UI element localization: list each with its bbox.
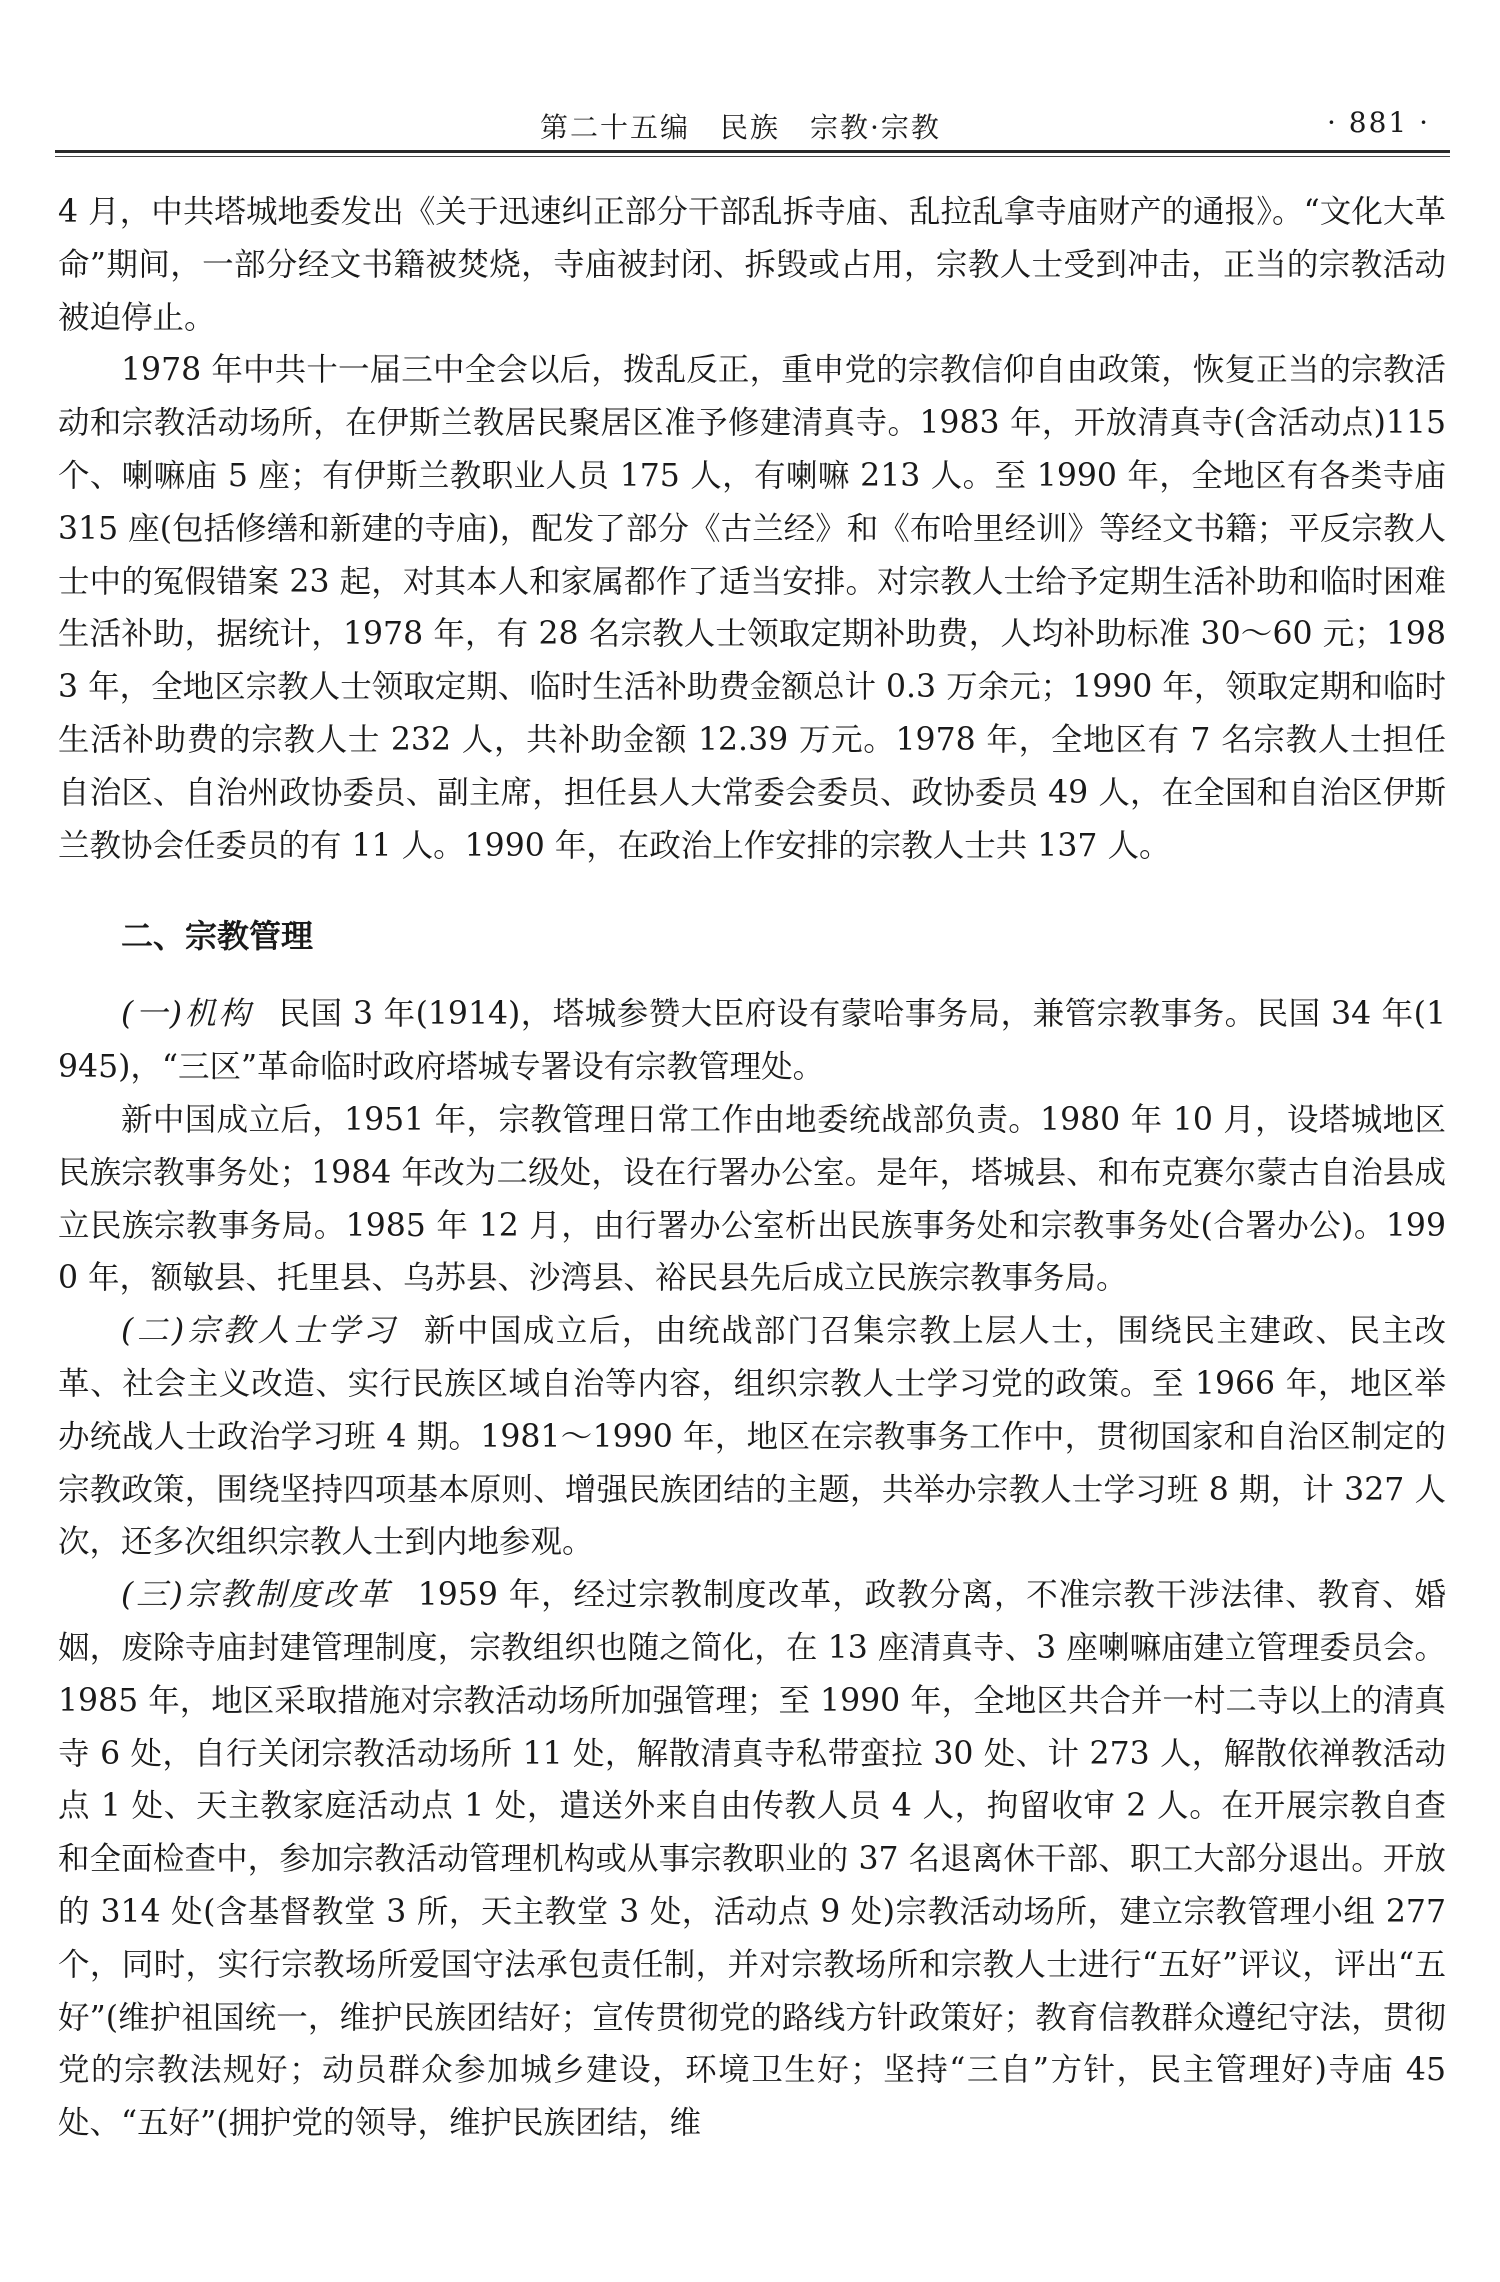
paragraph-institutions-after-1949: 新中国成立后，1951 年，宗教管理日常工作由地委统战部负责。1980 年 10 月，设塔城地区民族宗教事务处；1984 年改为二级处，设在行署办公室。是年，塔城县、和布克赛尔蒙古自治县成立民族宗教事务局。1985 年 12 月，由行署办公室析出民族事务处和宗教事务处(合署办公)。1990 年，额敏县、托里县、乌苏县、沙湾县、裕民县先后成立民族宗教事务局。 bbox=[58, 1101, 1446, 1297]
subsection-text-system-reform: 1959 年，经过宗教制度改革，政教分离，不准宗教干涉法律、教育、婚姻，废除寺庙封建管理制度，宗教组织也随之简化，在 13 座清真寺、3 座喇嘛庙建立管理委员会。1985 年，地区采取措施对宗教活动场所加强管理；至 1990 年，全地区共合并一村二寺以上的清真寺 6 处，自行关闭宗教活动场所 11 处，解散清真寺私带蛮拉 30 处、计 273 人，解散依禅教活动点 1 处、天主教家庭活动点 1 处，遣送外来自由传教人员 4 人，拘留收审 2 人。在开展宗教自查和全面检查中，参加宗教活动管理机构或从事宗教职业的 37 名退离休干部、职工大部分退出。开放的 314 处(含基督教堂 3 所，天主教堂 3 处，活动点 9 处)宗教活动场所，建立宗教管理小组 277 个，同时，实行宗教场所爱国守法承包责任制，并对宗教场所和宗教人士进行“五好”评议，评出“五好”(维护祖国统一，维护民族团结好；宣传贯彻党的路线方针政策好；教育信教群众遵纪守法，贯彻党的宗教法规好；动员群众参加城乡建设，环境卫生好；坚持“三自”方针，民主管理好)寺庙 45 处、“五好”(拥护党的领导，维护民族团结，维 bbox=[58, 1577, 1446, 2142]
header-rule-thin bbox=[55, 156, 1450, 157]
paragraph-institutions bbox=[58, 988, 1446, 1094]
subsection-text-institutions: 民国 3 年(1914)，塔城参赞大臣府设有蒙哈事务局，兼管宗教事务。民国 34 年(1945)，“三区”革命临时政府塔城专署设有宗教管理处。 bbox=[58, 996, 1446, 1086]
paragraph-religious-study bbox=[58, 1305, 1446, 1569]
page-number: · 881 · bbox=[1326, 106, 1430, 139]
paragraph-system-reform bbox=[58, 1569, 1446, 2150]
page-header bbox=[55, 100, 1450, 148]
subsection-heading-system-reform: (三)宗教制度改革 bbox=[121, 1577, 392, 1614]
subsection-heading-religious-study: (二)宗教人士学习 bbox=[121, 1313, 398, 1350]
paragraph-continuation: 4 月，中共塔城地委发出《关于迅速纠正部分干部乱拆寺庙、乱拉乱拿寺庙财产的通报》。“文化大革命”期间，一部分经文书籍被焚烧，寺庙被封闭、拆毁或占用，宗教人士受到冲击，正当的宗教活动被迫停止。 bbox=[58, 194, 1446, 336]
subsection-text-religious-study: 新中国成立后，由统战部门召集宗教上层人士，围绕民主建政、民主改革、社会主义改造、实行民族区域自治等内容，组织宗教人士学习党的政策。至 1966 年，地区举办统战人士政治学习班 4 期。1981～1990 年，地区在宗教事务工作中，贯彻国家和自治区制定的宗教政策，围绕坚持四项基本原则、增强民族团结的主题，共举办宗教人士学习班 8 期，计 327 人次，还多次组织宗教人士到内地参观。 bbox=[58, 1313, 1446, 1561]
page-body bbox=[58, 186, 1446, 2150]
running-header-title: 第二十五编 民族 宗教·宗教 bbox=[540, 111, 941, 144]
paragraph-policy-restoration: 1978 年中共十一届三中全会以后，拨乱反正，重申党的宗教信仰自由政策，恢复正当的宗教活动和宗教活动场所，在伊斯兰教居民聚居区准予修建清真寺。1983 年，开放清真寺(含活动点)115 个、喇嘛庙 5 座；有伊斯兰教职业人员 175 人，有喇嘛 213 人。至 1990 年，全地区有各类寺庙 315 座(包括修缮和新建的寺庙)，配发了部分《古兰经》和《布哈里经训》等经文书籍；平反宗教人士中的冤假错案 23 起，对其本人和家属都作了适当安排。对宗教人士给予定期生活补助和临时困难生活补助，据统计，1978 年，有 28 名宗教人士领取定期补助费，人均补助标准 30～60 元；1983 年，全地区宗教人士领取定期、临时生活补助费金额总计 0.3 万余元；1990 年，领取定期和临时生活补助费的宗教人士 232 人，共补助金额 12.39 万元。1978 年，全地区有 7 名宗教人士担任自治区、自治州政协委员、副主席，担任县人大常委会委员、政协委员 49 人，在全国和自治区伊斯兰教协会任委员的有 11 人。1990 年，在政治上作安排的宗教人士共 137 人。 bbox=[58, 352, 1446, 864]
subsection-heading-institutions: (一)机构 bbox=[121, 996, 253, 1033]
section-heading: 二、宗教管理 bbox=[121, 917, 314, 956]
header-rule-thick bbox=[55, 150, 1450, 153]
